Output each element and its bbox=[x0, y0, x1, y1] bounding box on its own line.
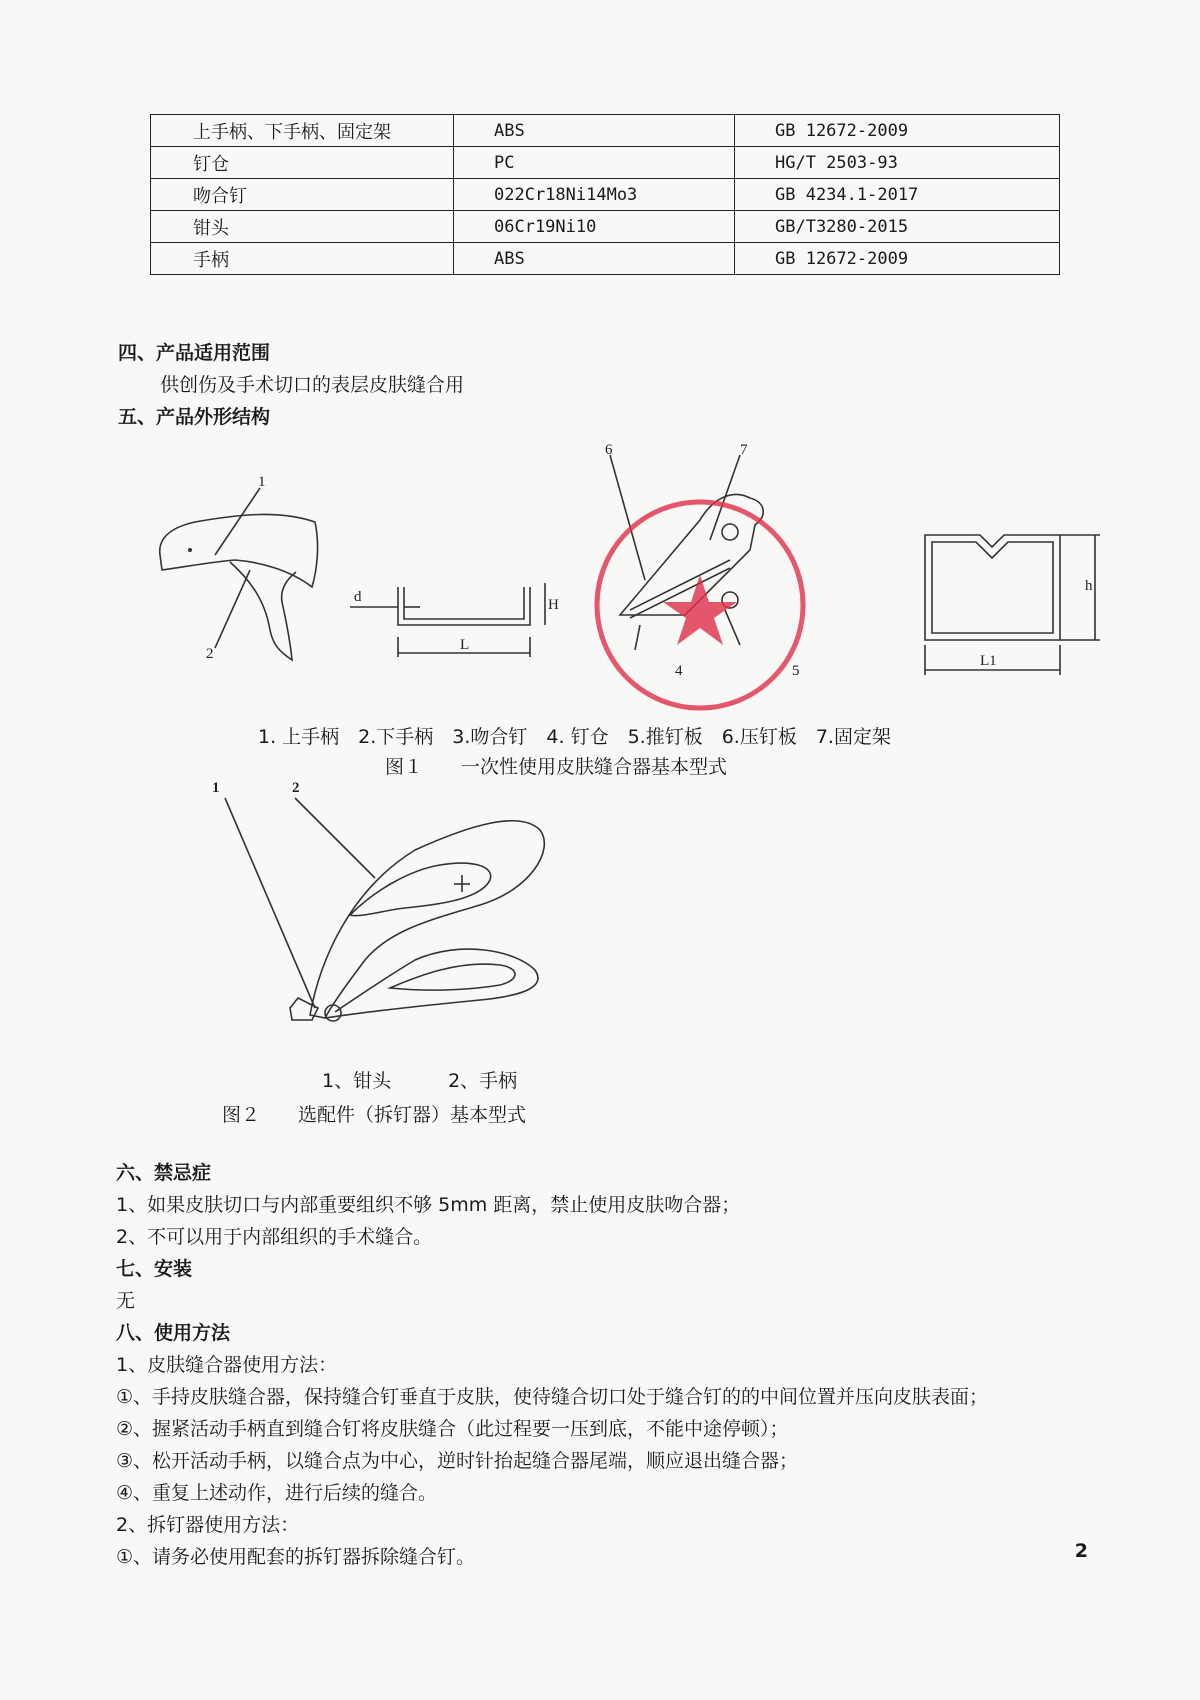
figure1-mechanism-drawing bbox=[590, 442, 830, 710]
section8-sub1: 1、皮肤缝合器使用方法： bbox=[116, 1354, 338, 1376]
section6-item-1: 1、如果皮肤切口与内部重要组织不够 5mm 距离，禁止使用皮肤吻合器； bbox=[116, 1194, 741, 1216]
section8-step1-3: ③、松开活动手柄，以缝合点为中心，逆时针抬起缝合器尾端，顺应退出缝合器； bbox=[116, 1450, 799, 1472]
fig1-label-6: 6 bbox=[605, 442, 613, 458]
fig1-label-H: H bbox=[548, 597, 559, 613]
material-cell: PC bbox=[454, 147, 735, 179]
material-cell: ABS bbox=[454, 115, 735, 147]
figure1-handle-drawing bbox=[140, 470, 340, 670]
material-cell: 06Cr19Ni10 bbox=[454, 211, 735, 243]
table-row bbox=[151, 179, 1060, 211]
section4-body: 供创伤及手术切口的表层皮肤缝合用 bbox=[160, 374, 465, 396]
part-cell: 钉仓 bbox=[151, 147, 454, 179]
fig1-label-d: d bbox=[354, 589, 362, 605]
material-cell: 022Cr18Ni14Mo3 bbox=[454, 179, 735, 211]
fig1-label-5: 5 bbox=[792, 663, 800, 679]
table-row bbox=[151, 147, 1060, 179]
fig1-label-7: 7 bbox=[740, 442, 748, 458]
figure1-staple-drawing bbox=[350, 575, 560, 675]
figure1-caption: 图１ 一次性使用皮肤缝合器基本型式 bbox=[385, 756, 728, 778]
standard-cell: GB 12672-2009 bbox=[735, 115, 1060, 147]
section4-heading: 四、产品适用范围 bbox=[118, 342, 271, 364]
section8-step1-4: ④、重复上述动作，进行后续的缝合。 bbox=[116, 1482, 438, 1504]
fig1-label-2: 2 bbox=[206, 646, 214, 662]
section8-step2-1: ①、请务必使用配套的拆钉器拆除缝合钉。 bbox=[116, 1546, 476, 1568]
section8-step1-1: ①、手持皮肤缝合器，保持缝合钉垂直于皮肤，使待缝合切口处于缝合钉的的中间位置并压向皮肤表面； bbox=[116, 1386, 989, 1408]
figure1-frame-drawing bbox=[910, 525, 1110, 685]
fig1-label-h: h bbox=[1085, 578, 1093, 594]
page-number: 2 bbox=[1074, 1540, 1088, 1562]
section7-heading: 七、安装 bbox=[116, 1258, 193, 1280]
fig2-label-1: 1 bbox=[212, 780, 220, 796]
table-row bbox=[151, 243, 1060, 275]
part-cell: 吻合钉 bbox=[151, 179, 454, 211]
part-cell: 钳头 bbox=[151, 211, 454, 243]
part-cell: 手柄 bbox=[151, 243, 454, 275]
table-row bbox=[151, 211, 1060, 243]
fig2-label-2: 2 bbox=[292, 780, 300, 796]
material-cell: ABS bbox=[454, 243, 735, 275]
table-row bbox=[151, 115, 1060, 147]
section7-body: 无 bbox=[116, 1290, 136, 1312]
section8-sub2: 2、拆钉器使用方法： bbox=[116, 1514, 300, 1536]
standard-cell: GB 4234.1-2017 bbox=[735, 179, 1060, 211]
fig1-label-1: 1 bbox=[258, 474, 266, 490]
figure2-legend: 1、钳头 2、手柄 bbox=[322, 1070, 518, 1092]
figure1-legend: 1. 上手柄 2.下手柄 3.吻合钉 4. 钉仓 5.推钉板 6.压钉板 7.固定架 bbox=[258, 726, 891, 748]
section8-step1-2: ②、握紧活动手柄直到缝合钉将皮肤缝合（此过程要一压到底，不能中途停顿）； bbox=[116, 1418, 789, 1440]
figure2-caption: 图２ 选配件（拆钉器）基本型式 bbox=[222, 1104, 527, 1126]
fig1-label-4: 4 bbox=[675, 663, 683, 679]
section6-heading: 六、禁忌症 bbox=[116, 1162, 212, 1184]
part-cell: 上手柄、下手柄、固定架 bbox=[151, 115, 454, 147]
standard-cell: GB/T3280-2015 bbox=[735, 211, 1060, 243]
section6-item-2: 2、不可以用于内部组织的手术缝合。 bbox=[116, 1226, 433, 1248]
section5-heading: 五、产品外形结构 bbox=[118, 406, 271, 428]
standard-cell: HG/T 2503-93 bbox=[735, 147, 1060, 179]
fig1-label-L1: L1 bbox=[980, 653, 997, 669]
standard-cell: GB 12672-2009 bbox=[735, 243, 1060, 275]
section8-heading: 八、使用方法 bbox=[116, 1322, 231, 1344]
fig1-label-L: L bbox=[460, 637, 470, 653]
materials-table bbox=[150, 114, 1060, 275]
figure2-remover-drawing bbox=[200, 780, 580, 1040]
